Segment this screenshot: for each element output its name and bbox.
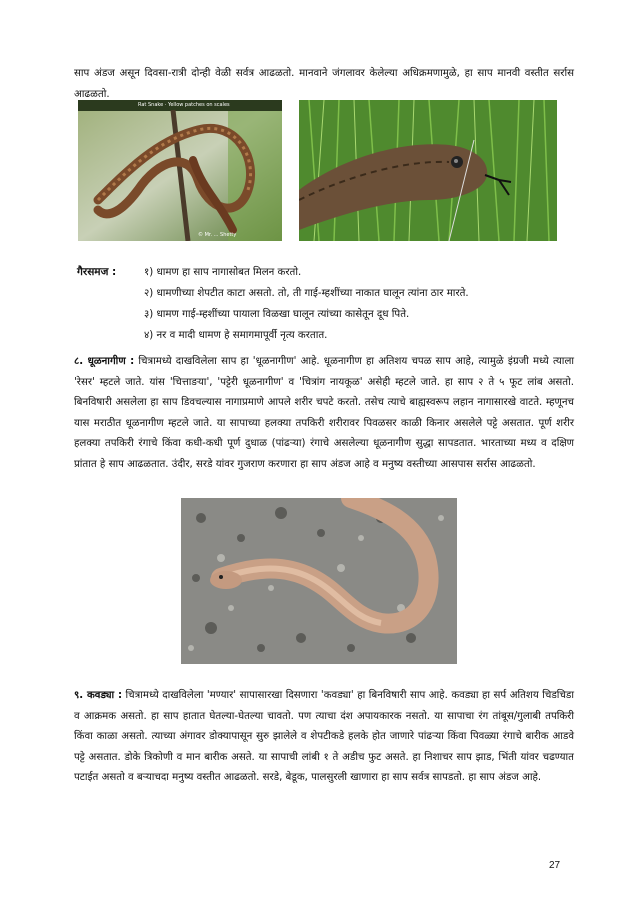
intro-paragraph: साप अंडज असून दिवसा-रात्री दोन्ही वेळी सर्वत्र आढळतो. मानवाने जंगलावर केलेल्या अधिक्रमणामुळे, हा साप मानवी वस्तीत सर्रास आढळतो. [74,68,574,100]
section-8-body: चित्रामध्ये दाखविलेला साप हा 'धूळनागीण' आहे. धूळनागीण हा अतिशय चपळ साप आहे, त्यामुळे इंग्रजी मध्ये त्याला 'रेसर' म्हटले जाते. यांस 'चित्ताङया', 'पट्टेरी धूळनागीण' व 'चित्रांग नायकूळ' असेही म्हटले जाते. हा साप २ ते ५ फूट लांब असतो. बिनविषारी असलेला हा साप डिवचल्यास नागाप्रमाणे आपले शरीर चपटे करतो. तसेच त्याचे बाह्यस्वरूप लहान नागासारखे वाटते. म्हणूनच यास मराठीत धूळनागीण म्हटले जाते. या सापाच्या हलक्या तपकिरी शरीरावर पिवळसर काळी किनार असलेले पट्टे असतात. पूर्ण शरीर हलक्या तपकिरी रंगाचे किंवा कधी-कधी पूर्ण दुधाळ (पांढऱ्या) रंगाचे असलेल्या धूळनागीण सुद्धा सापडतात. भारताच्या मध्य व दक्षिण प्रांतात हे साप आढळतात. उंदीर, सरडे यांवर गुजराण करणारा हा साप अंडज आहे व मनुष्य वस्तीच्या आसपास सर्रास आढळतो. [74,356,574,470]
page-number: 27 [549,860,561,871]
rat-snake-head-photo [299,100,557,241]
photo-credit: © Mr. ... Shetty [198,232,237,238]
misconceptions-list [144,262,469,346]
photo-caption: Rat Snake · Yellow patches on scales [138,102,230,108]
list-item: १) धामण हा साप नागासोबत मिलन करतो. [144,267,302,278]
section-9-heading: ९. कवड्या : [74,690,123,701]
section-8-heading: ८. धूळनागीण : [74,356,135,367]
misconceptions-label: गैरसमज : [77,266,117,278]
section-9-paragraph [74,686,574,789]
section-9-body: चित्रामध्ये दाखविलेला 'मण्यार' सापासारखा दिसणारा 'कवड्या' हा बिनविषारी साप आहे. कवड्या हा सर्प अतिशय चिडचिडा व आक्रमक असतो. हा साप हातात घेतल्या-घेतल्या चावतो. पण त्याचा दंश अपायकारक नसतो. या सापाचा रंग तांबूस/गुलाबी तपकिरी किंवा काळा असतो. त्याच्या अंगावर डोक्यापासून सुरु झालेले व शेपटीकडे हलके होत जाणारे पांढऱ्या किंवा पिवळ्या रंगाचे बारीक आडवे पट्टे असतात. डोके त्रिकोणी व मान बारीक असते. या सापाची लांबी १ ते अडीच फुट असते. हा निशाचर साप झाड, भिंती यांवर चढण्यात पटाईत असतो व बऱ्याचदा मनुष्य वस्तीत आढळतो. सरडे, बेडूक, पालसुरली खाणारा हा साप सर्वत्र सापडतो. हा साप अंडज आहे. [74,690,575,783]
list-item: २) धामणीच्या शेपटीत काटा असतो. तो, ती गाई-म्हशींच्या नाकात घालून त्यांना ठार मारते. [144,288,469,299]
section-8-paragraph [74,352,574,475]
rat-snake-photo [78,100,282,241]
list-item: ४) नर व मादी धामण हे समागमापूर्वी नृत्य करतात. [144,330,328,341]
list-item: ३) धामण गाई-म्हशींच्या पायाला विळखा घालून त्यांच्या कासेतून दूध पिते. [144,309,410,320]
racer-snake-photo [181,498,457,664]
